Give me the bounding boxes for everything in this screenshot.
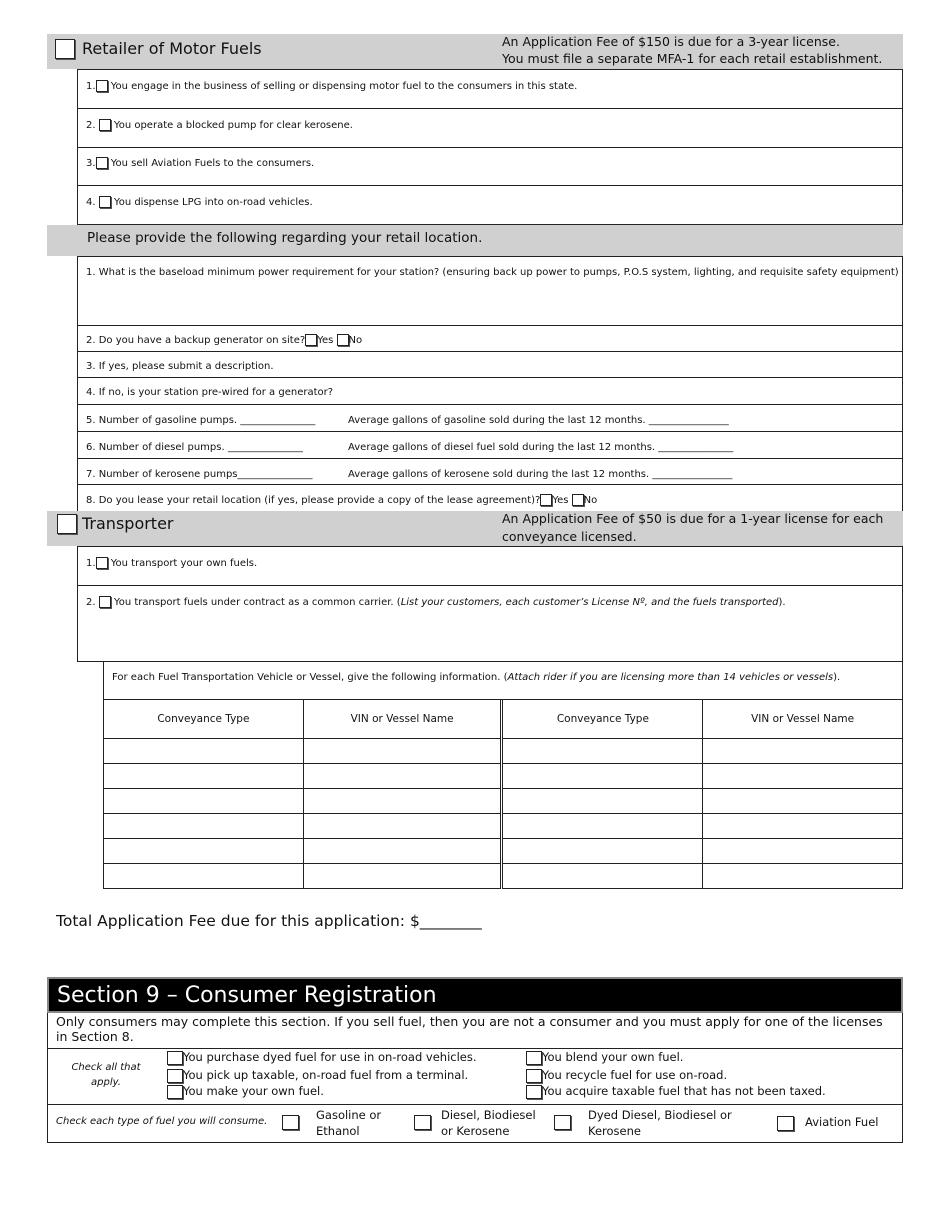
section9-intro: Only consumers may complete this section. If you sell fuel, then you are not a consumer and you must apply for one of the licenses in Section 8.	[56, 1014, 883, 1044]
table-row	[104, 764, 903, 789]
question-7	[77, 458, 903, 485]
transporter-title: Transporter	[82, 514, 174, 533]
table-cell[interactable]	[703, 839, 903, 864]
table-cell[interactable]	[303, 739, 502, 764]
item-checkbox[interactable]	[99, 196, 111, 208]
fuel-gasoline-checkbox[interactable]	[282, 1115, 299, 1130]
item-number: 1.	[86, 81, 96, 92]
transporter-item-1	[77, 546, 903, 586]
table-row	[104, 739, 903, 764]
col-conveyance-type-2: Conveyance Type	[502, 700, 703, 739]
question-6b-text: Average gallons of diesel fuel sold during the last 12 months. _______________	[348, 442, 734, 453]
table-cell[interactable]	[104, 764, 304, 789]
fuel-label-line: Diesel, Biodiesel	[441, 1108, 536, 1122]
item-checkbox[interactable]	[99, 119, 111, 131]
item-text-end: ).	[778, 597, 786, 608]
question-5	[77, 404, 903, 432]
item-checkbox[interactable]	[96, 80, 108, 92]
question-7b-text: Average gallons of kerosene sold during the last 12 months. ________________	[348, 469, 733, 480]
lease-no-checkbox[interactable]	[572, 494, 584, 506]
vehicle-intro	[103, 661, 903, 700]
col-conveyance-type-1: Conveyance Type	[104, 700, 304, 739]
section9-divider-2	[47, 1104, 903, 1105]
table-row	[104, 864, 903, 889]
fuel-gasoline-label	[316, 1107, 381, 1139]
item-text-italic: List your customers, each customer’s License Nº, and the fuels transported	[400, 597, 779, 608]
consumer-option-right-2	[526, 1068, 727, 1083]
transporter-checkbox[interactable]	[57, 514, 77, 534]
table-cell[interactable]	[703, 764, 903, 789]
fuel-diesel-checkbox[interactable]	[414, 1115, 431, 1130]
item-number: 1.	[86, 558, 96, 569]
question-4	[77, 377, 903, 405]
table-cell[interactable]	[104, 864, 304, 889]
item-number: 2.	[86, 597, 96, 608]
item-checkbox[interactable]	[99, 596, 111, 608]
table-cell[interactable]	[303, 864, 502, 889]
vehicle-intro-end: ).	[833, 672, 841, 683]
question-2-text: 2. Do you have a backup generator on site?	[86, 335, 306, 346]
retailer-item-4	[77, 185, 903, 225]
table-cell[interactable]	[502, 814, 703, 839]
option-text: You purchase dyed fuel for use in on-road vehicles.	[183, 1050, 477, 1064]
item-text: You transport fuels under contract as a common carrier. (	[113, 597, 401, 608]
option-text: You make your own fuel.	[183, 1084, 324, 1098]
table-cell[interactable]	[502, 739, 703, 764]
no-label: No	[348, 335, 363, 346]
question-4-text: 4. If no, is your station pre-wired for a generator?	[86, 387, 334, 398]
item-number: 3.	[86, 158, 96, 169]
table-cell[interactable]	[303, 839, 502, 864]
option-text: You acquire taxable fuel that has not been taxed.	[542, 1084, 826, 1098]
transporter-fee-line1: An Application Fee of $50 is due for a 1-year license for each	[502, 511, 884, 526]
check-all-label: Check all that apply.	[71, 1062, 141, 1088]
option-checkbox[interactable]	[167, 1069, 183, 1083]
vehicle-intro-italic: Attach rider if you are licensing more than 14 vehicles or vessels	[507, 672, 834, 683]
col-vin-1: VIN or Vessel Name	[303, 700, 502, 739]
section9-header	[47, 977, 903, 1013]
table-cell[interactable]	[703, 814, 903, 839]
item-checkbox[interactable]	[96, 157, 108, 169]
table-cell[interactable]	[104, 814, 304, 839]
table-cell[interactable]	[502, 864, 703, 889]
table-row	[104, 839, 903, 864]
retailer-item-2	[77, 108, 903, 148]
fuel-type-label: Check each type of fuel you will consume.	[56, 1116, 268, 1127]
section9-divider-1	[47, 1048, 903, 1049]
option-checkbox[interactable]	[167, 1051, 183, 1065]
consumer-option-right-1	[526, 1050, 683, 1065]
question-5a-text: 5. Number of gasoline pumps. _______________	[86, 415, 316, 426]
table-cell[interactable]	[104, 839, 304, 864]
retailer-fee-line2: You must file a separate MFA-1 for each retail establishment.	[502, 51, 883, 66]
fuel-diesel-label	[441, 1107, 536, 1139]
option-text: You recycle fuel for use on-road.	[542, 1068, 728, 1082]
item-text: You dispense LPG into on-road vehicles.	[113, 197, 313, 208]
table-cell[interactable]	[502, 839, 703, 864]
yes-label: Yes	[552, 495, 569, 506]
transporter-fee-line2: conveyance licensed.	[502, 529, 637, 544]
option-checkbox[interactable]	[526, 1085, 542, 1099]
fuel-dyed-diesel-label	[588, 1107, 732, 1139]
item-text: You engage in the business of selling or dispensing motor fuel to the consumers in this state.	[110, 81, 578, 92]
total-fee: Total Application Fee due for this application: $________	[56, 912, 482, 930]
question-3	[77, 351, 903, 378]
fuel-label-line: Gasoline or	[316, 1108, 382, 1122]
vehicle-table	[103, 699, 903, 889]
table-cell[interactable]	[104, 739, 304, 764]
table-cell[interactable]	[303, 789, 502, 814]
generator-yes-checkbox[interactable]	[305, 334, 317, 346]
item-checkbox[interactable]	[96, 557, 108, 569]
question-1	[77, 256, 903, 326]
fuel-label-line: or Kerosene	[441, 1124, 510, 1138]
yes-label: Yes	[317, 335, 334, 346]
item-text: You operate a blocked pump for clear kerosene.	[113, 120, 353, 131]
generator-no-checkbox[interactable]	[337, 334, 349, 346]
transporter-item-2	[77, 585, 903, 662]
retailer-item-1	[77, 69, 903, 109]
retailer-fee-line1: An Application Fee of $150 is due for a 3-year license.	[502, 34, 840, 49]
fuel-label-line: Ethanol	[316, 1124, 360, 1138]
question-1-text: 1. What is the baseload minimum power requirement for your station? (ensuring back up power to pumps, P.O.S system, lighting, and requisite safety equipment)	[86, 267, 899, 278]
option-text: You blend your own fuel.	[542, 1050, 684, 1064]
option-checkbox[interactable]	[167, 1085, 183, 1099]
fuel-label-line: Kerosene	[588, 1124, 641, 1138]
vehicle-intro-text: For each Fuel Transportation Vehicle or Vessel, give the following information. (	[112, 672, 508, 683]
fuel-dyed-diesel-checkbox[interactable]	[554, 1115, 571, 1130]
item-number: 2.	[86, 120, 96, 131]
table-row	[104, 789, 903, 814]
question-8-text: 8. Do you lease your retail location (if yes, please provide a copy of the lease agreement)?	[86, 495, 541, 506]
question-6a-text: 6. Number of diesel pumps. _______________	[86, 442, 303, 453]
question-6	[77, 431, 903, 459]
consumer-option-left-3	[167, 1084, 324, 1099]
fuel-aviation-checkbox[interactable]	[777, 1116, 794, 1131]
retailer-checkbox[interactable]	[55, 39, 75, 59]
table-cell[interactable]	[303, 814, 502, 839]
col-vin-2: VIN or Vessel Name	[703, 700, 903, 739]
retailer-item-3	[77, 147, 903, 186]
retailer-title: Retailer of Motor Fuels	[82, 39, 262, 58]
option-text: You pick up taxable, on-road fuel from a terminal.	[183, 1068, 469, 1082]
question-2	[77, 325, 903, 352]
fuel-label-line: Dyed Diesel, Biodiesel or	[588, 1108, 732, 1122]
question-5b-text: Average gallons of gasoline sold during the last 12 months. ________________	[348, 415, 729, 426]
question-3-text: 3. If yes, please submit a description.	[86, 361, 274, 372]
option-checkbox[interactable]	[526, 1051, 542, 1065]
table-row	[104, 814, 903, 839]
consumer-option-left-2	[167, 1068, 468, 1083]
consumer-option-left-1	[167, 1050, 477, 1065]
consumer-option-right-3	[526, 1084, 826, 1099]
item-text: You sell Aviation Fuels to the consumers.	[110, 158, 315, 169]
question-7a-text: 7. Number of kerosene pumps_______________	[86, 469, 313, 480]
lease-yes-checkbox[interactable]	[540, 494, 552, 506]
table-cell[interactable]	[502, 789, 703, 814]
item-number: 4.	[86, 197, 96, 208]
table-cell[interactable]	[703, 864, 903, 889]
table-cell[interactable]	[703, 789, 903, 814]
retail-location-heading: Please provide the following regarding your retail location.	[87, 230, 483, 246]
question-8	[77, 484, 903, 512]
table-cell[interactable]	[303, 764, 502, 789]
table-cell[interactable]	[703, 739, 903, 764]
item-text: You transport your own fuels.	[110, 558, 258, 569]
section9-title: Section 9 – Consumer Registration	[57, 983, 437, 1008]
option-checkbox[interactable]	[526, 1069, 542, 1083]
no-label: No	[583, 495, 598, 506]
table-cell[interactable]	[502, 764, 703, 789]
fuel-aviation-label: Aviation Fuel	[805, 1115, 879, 1129]
table-cell[interactable]	[104, 789, 304, 814]
